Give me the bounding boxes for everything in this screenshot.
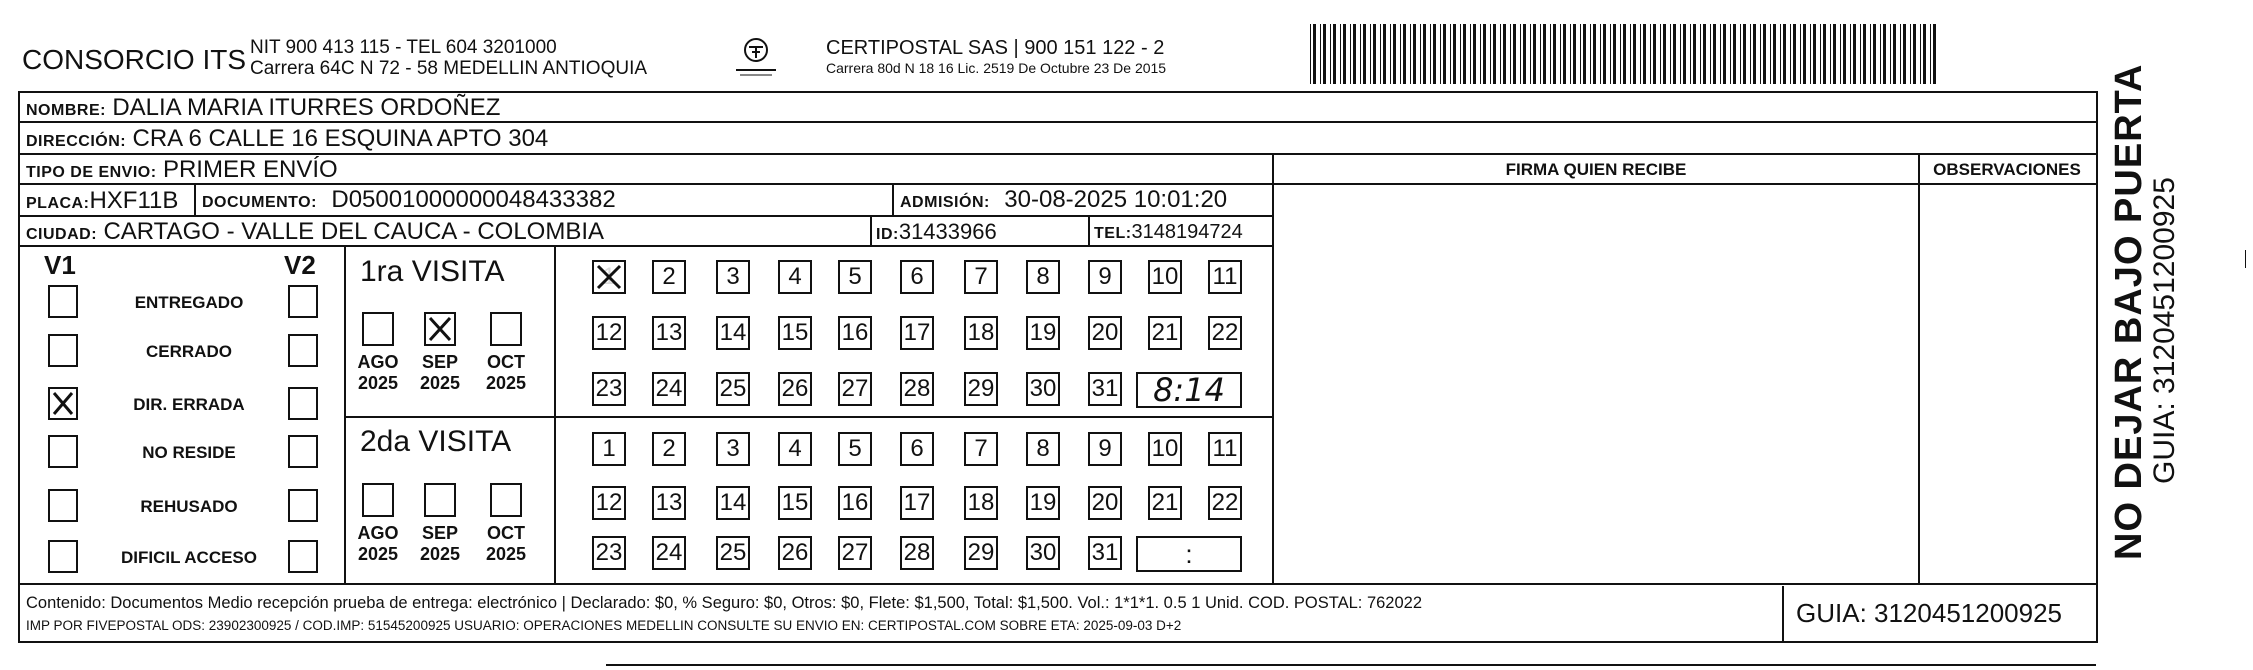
day-number: 13 — [655, 319, 683, 346]
day-number: 31 — [1091, 375, 1119, 402]
day-checkbox[interactable] — [1208, 316, 1242, 350]
day-number: 10 — [1151, 435, 1179, 462]
day-checkbox[interactable] — [778, 260, 812, 294]
v2-header: V2 — [284, 250, 316, 280]
month-checkbox[interactable] — [490, 483, 522, 517]
day-checkbox[interactable] — [778, 372, 812, 406]
row-direccion — [20, 123, 2096, 155]
time-field[interactable]: 8:14 — [1136, 372, 1242, 408]
month-label: OCT — [487, 352, 525, 372]
month-checkbox[interactable] — [424, 312, 456, 346]
day-checkbox[interactable] — [652, 486, 686, 520]
day-checkbox[interactable] — [592, 316, 626, 350]
cut-line — [606, 664, 2096, 666]
carrier-name: CERTIPOSTAL SAS | 900 151 122 - 2 — [826, 37, 1165, 59]
month-year: 2025 — [419, 544, 461, 564]
v1-checkbox[interactable] — [48, 435, 78, 468]
day-number: 4 — [788, 263, 802, 290]
month-year: 2025 — [485, 544, 527, 564]
observaciones-header: OBSERVACIONES — [1918, 155, 2096, 185]
month-label: AGO — [357, 352, 399, 372]
v1-checkbox[interactable] — [48, 334, 78, 367]
month-checkbox[interactable] — [424, 483, 456, 517]
time-field[interactable]: : — [1136, 536, 1242, 572]
day-number: 30 — [1029, 375, 1057, 402]
day-number: 24 — [655, 375, 683, 402]
day-checkbox[interactable] — [778, 316, 812, 350]
day-number: 3 — [726, 263, 740, 290]
day-checkbox[interactable] — [964, 486, 998, 520]
status-label: ENTREGADO — [134, 293, 244, 312]
day-number: 7 — [974, 435, 988, 462]
day-checkbox[interactable] — [1026, 316, 1060, 350]
day-checkbox[interactable] — [592, 260, 626, 294]
month-label: AGO — [357, 523, 399, 543]
id-value: 31433966 — [898, 219, 997, 244]
day-checkbox[interactable] — [592, 432, 626, 466]
day-number: 3 — [726, 435, 740, 462]
barcode — [1310, 24, 1945, 84]
day-checkbox[interactable] — [900, 260, 934, 294]
day-number: 23 — [595, 375, 623, 402]
day-number: 30 — [1029, 539, 1057, 566]
documento-admision-sep — [892, 185, 894, 217]
month-label: SEP — [421, 523, 459, 543]
placa-value: HXF11B — [89, 187, 179, 214]
status-label: REHUSADO — [140, 497, 238, 516]
day-number: 16 — [841, 319, 869, 346]
day-checkbox[interactable] — [1208, 432, 1242, 466]
day-number: 14 — [719, 319, 747, 346]
day-number: 25 — [719, 539, 747, 566]
visit1-title: 1ra VISITA — [360, 255, 505, 288]
day-number: 2 — [662, 435, 676, 462]
nombre-label: NOMBRE: — [26, 102, 106, 119]
day-checkbox[interactable] — [1148, 486, 1182, 520]
day-number: 26 — [781, 375, 809, 402]
firma-left-border — [1272, 155, 1274, 583]
status-label: NO RESIDE — [142, 443, 236, 462]
day-checkbox[interactable] — [838, 536, 872, 570]
tel-field — [1094, 217, 1243, 247]
id-field — [876, 217, 997, 247]
company-address: Carrera 64C N 72 - 58 MEDELLIN ANTIOQUIA — [250, 58, 648, 79]
day-checkbox[interactable] — [964, 372, 998, 406]
ciudad-label: CIUDAD: — [26, 226, 98, 243]
day-number: 13 — [655, 489, 683, 516]
day-checkbox[interactable] — [1208, 486, 1242, 520]
day-checkbox[interactable] — [652, 316, 686, 350]
tipo-label: TIPO DE ENVIO: — [26, 164, 157, 181]
ciudad-id-sep — [870, 217, 872, 247]
month-checkbox[interactable] — [490, 312, 522, 346]
day-checkbox[interactable] — [716, 536, 750, 570]
month-year: 2025 — [485, 373, 527, 393]
v2-checkbox[interactable] — [288, 540, 318, 573]
day-checkbox[interactable] — [716, 432, 750, 466]
status-label: DIR. ERRADA — [133, 395, 245, 414]
day-checkbox[interactable] — [778, 486, 812, 520]
footer-guia: GUIA: 3120451200925 — [1796, 598, 2062, 628]
day-number: 21 — [1151, 489, 1179, 516]
day-number: 18 — [967, 489, 995, 516]
direccion-label: DIRECCIÓN: — [26, 133, 127, 150]
admision-value: 30-08-2025 10:01:20 — [1004, 186, 1228, 213]
footer-top-border — [18, 583, 2098, 585]
v1-checkbox[interactable] — [48, 285, 78, 318]
visit-month-days-divider — [554, 247, 556, 583]
day-checkbox[interactable] — [716, 486, 750, 520]
footer-imp-line: IMP POR FIVEPOSTAL ODS: 23902300925 / COD.IMP: 51545200925 USUARIO: OPERACIONES MEDELLIN CONSULTE SU ENVIO EN: CERTIPOSTAL.COM SOBRE ETA: 2025-09-03 D+2 — [26, 618, 1182, 633]
day-checkbox[interactable] — [1026, 486, 1060, 520]
day-checkbox[interactable] — [838, 260, 872, 294]
direccion-value: CRA 6 CALLE 16 ESQUINA APTO 304 — [132, 125, 549, 152]
day-number: 21 — [1151, 319, 1179, 346]
day-number: 29 — [967, 375, 995, 402]
day-number: 15 — [781, 489, 809, 516]
v1-checkbox[interactable] — [48, 387, 78, 420]
tipo-value: PRIMER ENVÍO — [162, 156, 338, 183]
tel-value: 3148194724 — [1131, 221, 1243, 243]
documento-field — [202, 185, 616, 215]
month-checkbox[interactable] — [362, 312, 394, 346]
day-number: 29 — [967, 539, 995, 566]
day-number: 5 — [848, 263, 862, 290]
day-number: 19 — [1029, 319, 1057, 346]
documento-label: DOCUMENTO: — [202, 194, 317, 211]
day-checkbox[interactable] — [1026, 536, 1060, 570]
day-checkbox[interactable] — [716, 260, 750, 294]
day-checkbox[interactable] — [652, 372, 686, 406]
day-number: 4 — [788, 435, 802, 462]
day-number: 28 — [903, 375, 931, 402]
day-number: 6 — [910, 435, 924, 462]
firma-header: FIRMA QUIEN RECIBE — [1274, 155, 1918, 185]
month-year: 2025 — [357, 373, 399, 393]
day-number: 12 — [595, 319, 623, 346]
day-number: 25 — [719, 375, 747, 402]
day-checkbox[interactable] — [838, 432, 872, 466]
day-number: 8 — [1036, 435, 1050, 462]
day-checkbox[interactable] — [1148, 432, 1182, 466]
v2-checkbox[interactable] — [288, 285, 318, 318]
row-nombre — [20, 93, 2096, 123]
day-number: 22 — [1211, 489, 1239, 516]
day-checkbox[interactable] — [964, 536, 998, 570]
row-tipo — [20, 155, 1272, 185]
day-number: 17 — [903, 489, 931, 516]
day-number: 31 — [1091, 539, 1119, 566]
day-number: 8 — [1036, 263, 1050, 290]
day-checkbox[interactable] — [900, 316, 934, 350]
month-label: SEP — [421, 352, 459, 372]
day-checkbox[interactable] — [964, 316, 998, 350]
day-checkbox[interactable] — [1208, 260, 1242, 294]
day-checkbox[interactable] — [652, 536, 686, 570]
month-label: OCT — [487, 523, 525, 543]
v1-checkbox[interactable] — [48, 489, 78, 522]
company-nit-tel: NIT 900 413 115 - TEL 604 3201000 — [250, 37, 557, 58]
day-number: 2 — [662, 263, 676, 290]
day-number: 22 — [1211, 319, 1239, 346]
day-checkbox[interactable] — [652, 432, 686, 466]
day-number: 26 — [781, 539, 809, 566]
day-checkbox[interactable] — [778, 432, 812, 466]
day-number: 1 — [602, 435, 616, 462]
day-number: 23 — [595, 539, 623, 566]
day-checkbox[interactable] — [900, 432, 934, 466]
day-checkbox[interactable] — [592, 486, 626, 520]
day-number: 15 — [781, 319, 809, 346]
day-number: 11 — [1212, 263, 1238, 290]
day-number: 1 — [602, 263, 616, 290]
day-checkbox[interactable] — [716, 372, 750, 406]
right-edge-mark — [2245, 250, 2246, 268]
day-number: 5 — [848, 435, 862, 462]
day-checkbox[interactable] — [1148, 316, 1182, 350]
day-checkbox[interactable] — [964, 432, 998, 466]
month-checkbox[interactable] — [362, 483, 394, 517]
day-checkbox[interactable] — [964, 260, 998, 294]
day-checkbox[interactable] — [1088, 260, 1122, 294]
status-visit-divider — [344, 247, 346, 583]
status-label: CERRADO — [146, 342, 232, 361]
day-checkbox[interactable] — [838, 486, 872, 520]
day-checkbox[interactable] — [1088, 486, 1122, 520]
ciudad-value: CARTAGO - VALLE DEL CAUCA - COLOMBIA — [103, 218, 605, 245]
certipostal-logo — [726, 36, 786, 80]
v2-checkbox[interactable] — [288, 489, 318, 522]
placa-documento-sep — [194, 185, 196, 217]
day-number: 20 — [1091, 489, 1119, 516]
observaciones-left-border — [1918, 155, 1920, 583]
day-number: 9 — [1098, 263, 1112, 290]
day-number: 9 — [1098, 435, 1112, 462]
id-tel-sep — [1088, 217, 1090, 247]
day-checkbox[interactable] — [1088, 372, 1122, 406]
v2-checkbox[interactable] — [288, 435, 318, 468]
day-checkbox[interactable] — [1148, 260, 1182, 294]
status-label: DIFICIL ACCESO — [120, 548, 257, 567]
day-number: 11 — [1212, 435, 1238, 462]
day-checkbox[interactable] — [1088, 316, 1122, 350]
v1-header: V1 — [44, 250, 76, 280]
day-number: 27 — [841, 375, 869, 402]
id-label: ID: — [876, 226, 899, 243]
carrier-license: Carrera 80d N 18 16 Lic. 2519 De Octubre 23 De 2015 — [826, 60, 1167, 76]
month-year: 2025 — [357, 544, 399, 564]
row-ciudad — [20, 217, 1272, 247]
admision-label: ADMISIÓN: — [900, 194, 990, 211]
v2-checkbox[interactable] — [288, 387, 318, 420]
day-checkbox[interactable] — [838, 372, 872, 406]
company-name: CONSORCIO ITS — [22, 44, 247, 75]
side-warning: NO DEJAR BAJO PUERTA — [2108, 63, 2150, 560]
day-number: 6 — [910, 263, 924, 290]
day-number: 14 — [719, 489, 747, 516]
day-checkbox[interactable] — [1088, 432, 1122, 466]
tel-label: TEL: — [1094, 225, 1132, 242]
month-year: 2025 — [419, 373, 461, 393]
day-number: 12 — [595, 489, 623, 516]
day-number: 27 — [841, 539, 869, 566]
day-checkbox[interactable] — [1026, 432, 1060, 466]
placa-label: PLACA: — [26, 195, 90, 212]
v1-checkbox[interactable] — [48, 540, 78, 573]
day-checkbox[interactable] — [778, 536, 812, 570]
day-number: 19 — [1029, 489, 1057, 516]
day-checkbox[interactable] — [1026, 372, 1060, 406]
footer-content-line: Contenido: Documentos Medio recepción prueba de entrega: electrónico | Declarado: $0, % Seguro: $0, Otros: $0, Flete: $1,500, Total: $1,500. Vol.: 1*1*1. 0.5 1 Unid. COD. POSTAL: 762022 — [26, 594, 1423, 612]
day-checkbox[interactable] — [900, 536, 934, 570]
day-checkbox[interactable] — [592, 536, 626, 570]
day-number: 28 — [903, 539, 931, 566]
day-checkbox[interactable] — [1088, 536, 1122, 570]
day-number: 18 — [967, 319, 995, 346]
side-guia: GUIA: 3120451200925 — [2148, 177, 2181, 484]
day-number: 10 — [1151, 263, 1179, 290]
visit2-title: 2da VISITA — [360, 425, 512, 458]
day-number: 7 — [974, 263, 988, 290]
day-checkbox[interactable] — [900, 372, 934, 406]
day-checkbox[interactable] — [838, 316, 872, 350]
day-number: 17 — [903, 319, 931, 346]
day-checkbox[interactable] — [592, 372, 626, 406]
day-checkbox[interactable] — [652, 260, 686, 294]
day-checkbox[interactable] — [716, 316, 750, 350]
visit1-visit2-divider — [344, 416, 1272, 418]
day-checkbox[interactable] — [900, 486, 934, 520]
day-number: 20 — [1091, 319, 1119, 346]
day-checkbox[interactable] — [1026, 260, 1060, 294]
day-number: 24 — [655, 539, 683, 566]
admision-field — [900, 185, 1227, 215]
v2-checkbox[interactable] — [288, 334, 318, 367]
nombre-value: DALIA MARIA ITURRES ORDOÑEZ — [112, 94, 501, 121]
documento-value: D05001000000048433382 — [331, 186, 616, 213]
day-number: 16 — [841, 489, 869, 516]
